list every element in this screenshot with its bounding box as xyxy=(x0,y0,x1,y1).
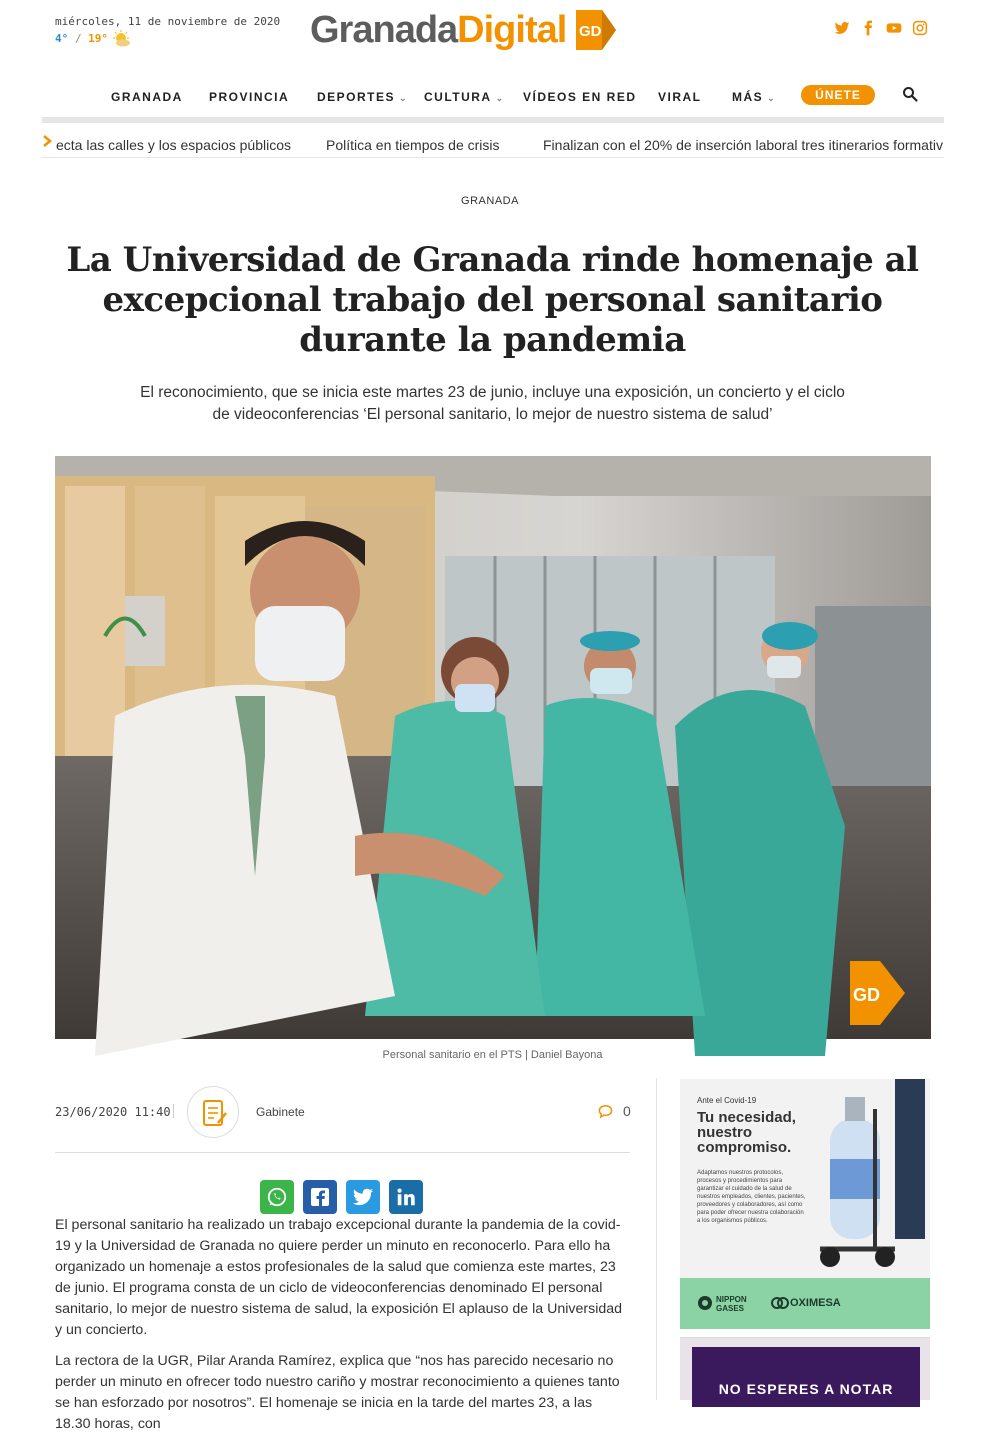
sun-cloud-icon xyxy=(110,30,132,48)
ad-description: Adaptamos nuestros protocolos, procesos y procedimientos para garantizar el cuidado de la salud de nuestros empleados, clientes, pacientes, proveedores y colaboradores, así como para poder ofrecer nuestra colaboración a los organismos públicos. xyxy=(697,1170,806,1224)
comment-icon xyxy=(598,1104,613,1119)
ticker-item[interactable]: Finalizan con el 20% de inserción laboral tres itinerarios formativ xyxy=(543,137,943,153)
comments-count: 0 xyxy=(623,1103,631,1119)
sidebar-ad-banner-2[interactable] xyxy=(680,1338,930,1400)
chevron-down-icon: ⌄ xyxy=(495,93,505,103)
weather-temps xyxy=(55,32,108,45)
nav-item-viral[interactable] xyxy=(658,90,702,104)
nav-item-provincia[interactable] xyxy=(209,90,289,104)
image-watermark-text: GD xyxy=(853,985,880,1005)
linkedin-icon xyxy=(395,1186,417,1208)
facebook-icon[interactable] xyxy=(860,20,876,36)
meta-divider-line xyxy=(55,1152,630,1153)
nav-label: VÍDEOS EN RED xyxy=(523,90,637,104)
nav-label: PROVINCIA xyxy=(209,90,290,104)
facebook-icon xyxy=(308,1185,332,1209)
search-icon[interactable] xyxy=(902,86,918,102)
share-facebook-button[interactable] xyxy=(303,1180,337,1214)
main-navigation xyxy=(40,80,940,116)
nippon-gases-logo-icon xyxy=(697,1295,713,1311)
temp-separator: / xyxy=(74,32,82,45)
image-caption: Personal sanitario en el PTS | Daniel Bayona xyxy=(382,1049,603,1061)
sidebar-ad-banner[interactable] xyxy=(680,1079,930,1329)
article-paragraph: La rectora de la UGR, Pilar Aranda Ramírez, explica que “nos has parecido necesario no perder un minuto en ofrecer todo nuestro cariño y mostrar reconocimiento a quienes tanto se han esforzado por nosotros”. El homenaje se inicia en la tarde del martes 23, a las 18.30 horas, con xyxy=(55,1353,620,1432)
nav-item-videos-en-red[interactable] xyxy=(523,90,637,104)
youtube-icon[interactable] xyxy=(886,20,902,36)
nav-item-mas[interactable] xyxy=(732,90,776,104)
temp-max: 19° xyxy=(88,32,108,45)
share-buttons xyxy=(260,1180,423,1214)
article-paragraph: El personal sanitario ha realizado un trabajo excepcional durante la pandemia de la covid-19 y la Universidad de Granada no quiere perder un minuto en reconocerlo. Para ello ha organizado un homenaje a estos profesionales de la salud que comienza este martes, 23 de junio. El programa consta de un ciclo de videoconferencias denominado El personal sanitario, lo mejor de nuestro sistema de salud, la exposición El aplauso de la Universidad y un concierto. xyxy=(55,1217,623,1338)
sidebar-divider xyxy=(656,1078,657,1400)
author-avatar[interactable] xyxy=(187,1086,239,1138)
share-linkedin-button[interactable] xyxy=(389,1180,423,1214)
author-name[interactable]: Gabinete xyxy=(256,1105,305,1119)
ad-pretitle: Ante el Covid-19 xyxy=(697,1096,757,1105)
nav-label: MÁS xyxy=(732,90,764,104)
nav-divider xyxy=(42,117,944,123)
chevron-right-icon[interactable] xyxy=(42,134,52,148)
share-twitter-button[interactable] xyxy=(346,1180,380,1214)
article-section[interactable]: GRANADA xyxy=(461,195,519,207)
ad-brand-oximesa: OXIMESA xyxy=(790,1297,841,1309)
nav-item-deportes[interactable] xyxy=(317,90,408,104)
article-title: La Universidad de Granada rinde homenaje al excepcional trabajo del personal sanitario durante la pandemia xyxy=(66,240,919,360)
meta-divider xyxy=(173,1104,174,1118)
article-subtitle: El reconocimiento, que se inicia este martes 23 de junio, incluye una exposición, un concierto y el ciclo de videoconferencias ‘El personal sanitario, lo mejor de nuestro sistema de salud’ xyxy=(140,384,845,423)
nav-label: CULTURA xyxy=(424,90,492,104)
ad-footer xyxy=(680,1278,930,1329)
share-whatsapp-button[interactable] xyxy=(260,1180,294,1214)
current-date: miércoles, 11 de noviembre de 2020 xyxy=(55,15,281,28)
chevron-down-icon: ⌄ xyxy=(767,93,777,103)
article-body xyxy=(55,1215,630,1445)
article-hero-image xyxy=(55,456,931,1039)
photo-illustration xyxy=(55,456,931,1039)
news-ticker xyxy=(42,128,944,158)
ad2-text: NO ESPERES A NOTAR xyxy=(718,1381,894,1397)
logo-text-digital: Digital xyxy=(457,8,567,51)
oximesa-logo-icon xyxy=(772,1296,788,1310)
nav-label: VIRAL xyxy=(658,90,702,104)
ticker-item[interactable]: Política en tiempos de crisis xyxy=(326,137,500,153)
logo-badge-icon xyxy=(574,10,618,50)
gas-cylinder-trolley-illustration xyxy=(800,1079,930,1279)
social-links xyxy=(834,20,928,36)
logo-text-granada: Granada xyxy=(310,8,458,51)
site-logo[interactable] xyxy=(310,4,618,56)
comments-link[interactable] xyxy=(598,1103,631,1119)
publish-date: 23/06/2020 11:40 xyxy=(55,1105,171,1119)
twitter-icon xyxy=(352,1186,374,1208)
document-edit-icon xyxy=(188,1087,240,1139)
ad-title: Tu necesidad, nuestro compromiso. xyxy=(697,1109,796,1156)
nav-item-granada[interactable] xyxy=(111,90,183,104)
ticker-item[interactable]: ecta las calles y los espacios públicos xyxy=(56,137,292,153)
nav-label: DEPORTES xyxy=(317,90,396,104)
twitter-icon[interactable] xyxy=(834,20,850,36)
join-button[interactable]: ÚNETE xyxy=(801,85,875,105)
chevron-down-icon: ⌄ xyxy=(399,93,409,103)
temp-min: 4° xyxy=(55,32,69,45)
ad2-panel xyxy=(692,1347,920,1407)
instagram-icon[interactable] xyxy=(912,20,928,36)
logo-badge-text: GD xyxy=(579,23,602,40)
nav-label: GRANADA xyxy=(111,90,183,104)
nav-item-cultura[interactable] xyxy=(424,90,505,104)
whatsapp-icon xyxy=(266,1186,288,1208)
ad-brand-nippon: NIPPON GASES xyxy=(716,1295,747,1313)
